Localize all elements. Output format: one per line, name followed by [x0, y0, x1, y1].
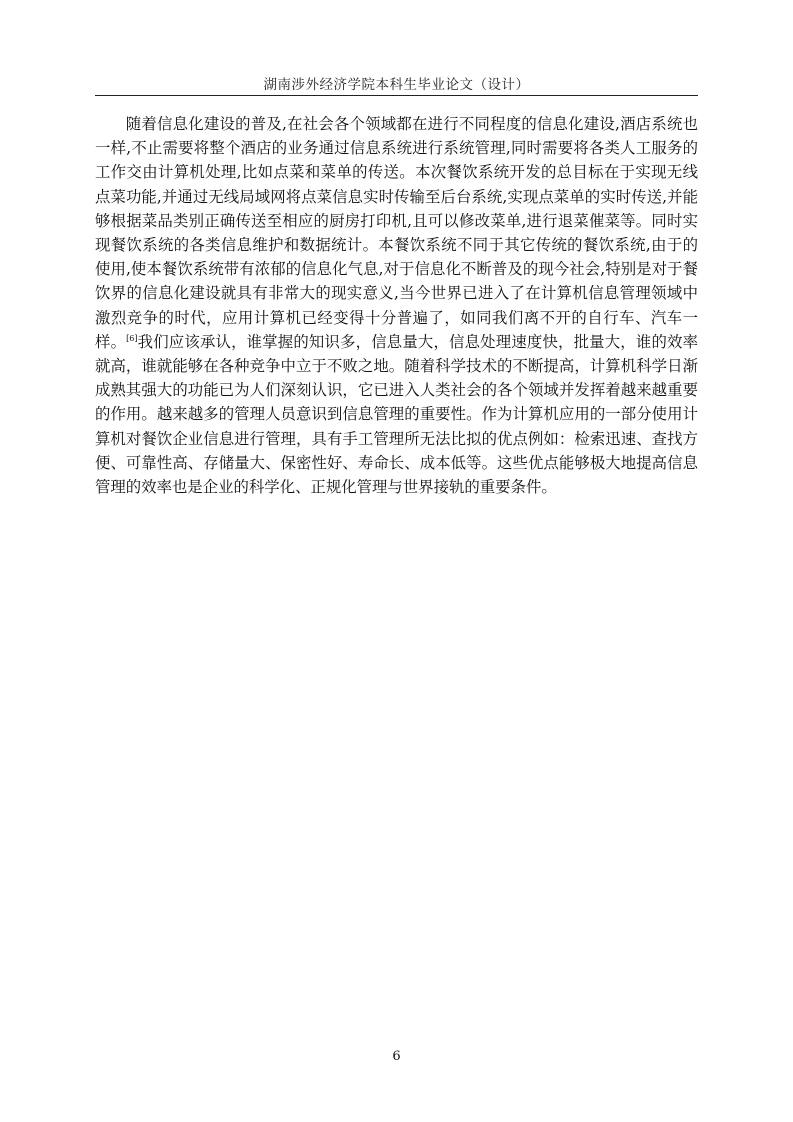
citation-reference: [6] — [126, 333, 138, 343]
paragraph-text-part1: 随着信息化建设的普及,在社会各个领域都在进行不同程度的信息化建设,酒店系统也一样,不止需要将整个酒店的业务通过信息系统进行系统管理,同时需要将各类人工服务的工作交由计算机处理,比如点菜和菜单的传送。本次餐饮系统开发的总目标在于实现无线点菜功能,并通过无线局域网将点菜信息实时传输至后台系统,实现点菜单的实时传送,并能够根据菜品类别正确传送至相应的厨房打印机,且可以修改菜单,进行退菜催菜等。同时实现餐饮系统的各类信息维护和数据统计。本餐饮系统不同于其它传统的餐饮系统,由于的使用,使本餐饮系统带有浓郁的信息化气息,对于信息化不断普及的现今社会,特别是对于餐饮界的信息化建设就具有非常大的现实意义,当今世界已进入了在计算机信息管理领域中激烈竞争的时代，应用计算机已经变得十分普遍了，如同我们离不开的自行车、汽车一样。 — [95, 115, 698, 351]
body-paragraph — [95, 112, 698, 499]
header-divider — [95, 95, 698, 96]
paragraph-text-part2: 我们应该承认，谁掌握的知识多，信息量大，信息处理速度快，批量大，谁的效率就高，谁就能够在各种竞争中立于不败之地。随着科学技术的不断提高，计算机科学日渐成熟其强大的功能已为人们深刻认识，它已进入人类社会的各个领域并发挥着越来越重要的作用。越来越多的管理人员意识到信息管理的重要性。作为计算机应用的一部分使用计算机对餐饮企业信息进行管理，具有手工管理所无法比拟的优点例如：检索迅速、查找方便、可靠性高、存储量大、保密性好、寿命长、成本低等。这些优点能够极大地提高信息管理的效率也是企业的科学化、正规化管理与世界接轨的重要条件。 — [95, 332, 698, 497]
running-header: 湖南涉外经济学院本科生毕业论文（设计） — [263, 77, 530, 93]
page-number: 6 — [392, 1049, 401, 1064]
